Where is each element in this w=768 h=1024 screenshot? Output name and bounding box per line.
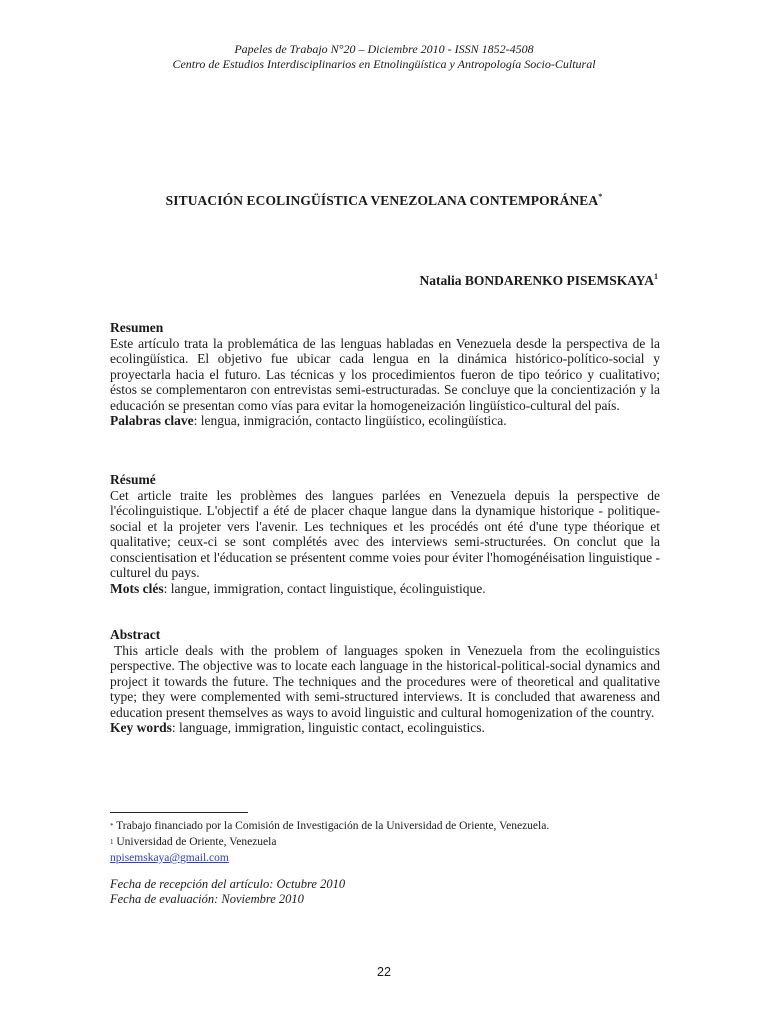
keywords-label: Mots clés — [110, 580, 164, 596]
page-number: 22 — [377, 965, 391, 979]
footnote-mark: * — [110, 822, 114, 830]
footnotes — [110, 818, 670, 866]
resumen-keywords — [110, 413, 660, 429]
author-email-link[interactable]: npisemskaya@gmail.com — [110, 852, 229, 864]
title-footnote-mark: * — [598, 192, 603, 201]
resumen-section — [110, 320, 660, 429]
keywords-label: Key words — [110, 720, 172, 735]
keywords-text: : lengua, inmigración, contacto lingüístico, ecolingüística. — [193, 413, 507, 428]
journal-line: Papeles de Trabajo N°20 – Diciembre 2010 - ISSN 1852-4508 — [234, 42, 534, 56]
footnote-affiliation — [110, 834, 670, 850]
author-line — [419, 273, 658, 289]
footnote-text: Universidad de Oriente, Venezuela — [116, 836, 277, 848]
footnote-text: Trabajo financiado por la Comisión de Investigación de la Universidad de Oriente, Venezuela. — [116, 820, 550, 832]
institution-line: Centro de Estudios Interdisciplinarios en Etnolingüística y Antropología Socio-Cultural — [172, 57, 596, 71]
resumen-body: Este artículo trata la problemática de las lenguas habladas en Venezuela desde la perspectiva de la ecolingüística. El objetivo fue ubicar cada lengua en la dinámica histórico-político-social y proyectarla hacia el futuro. Las técnicas y los procedimientos fueron de tipo teórico y cualitativo; éstos se complementaron con entrevistas semi-estructuradas. Se concluye que la concientización y la educación se presentan como vías para evitar la homogeneización lingüístico-cultural del país. — [110, 335, 660, 413]
received-date: Fecha de recepción del artículo: Octubre 2010 — [110, 877, 346, 891]
resume-section — [110, 472, 660, 596]
keywords-text: : langue, immigration, contact linguistique, écolinguistique. — [163, 580, 486, 596]
keywords-label: Palabras clave — [110, 413, 194, 428]
abstract-heading: Abstract — [110, 627, 161, 642]
title-text: SITUACIÓN ECOLINGÜÍSTICA VENEZOLANA CONTEMPORÁNEA — [165, 193, 599, 208]
abstract-section — [110, 627, 660, 736]
author-footnote-mark: 1 — [654, 272, 658, 281]
author-name: Natalia BONDARENKO PISEMSKAYA — [419, 273, 654, 288]
footnote-funding — [110, 818, 670, 834]
resumen-heading: Resumen — [110, 320, 164, 335]
evaluation-date: Fecha de evaluación: Noviembre 2010 — [110, 892, 304, 906]
footnote-separator — [110, 812, 248, 813]
footnote-mark: 1 — [110, 838, 114, 846]
resume-body: Cet article traite les problèmes des langues parlées en Venezuela depuis la perspective de l'écolinguistique. L'objectif a été de placer chaque langue dans la dynamique historique - politique-social et la projeter vers l'avenir. Les techniques et les procédés ont été d'une type théorique et qualitative; ceux-ci se sont complétés avec des interviews semi-structurées. On conclut que la conscientisation et l'éducation se présentent comme voies pour éviter l'homogénéisation linguistique - culturel du pays. — [110, 487, 660, 580]
keywords-text: : language, immigration, linguistic contact, ecolinguistics. — [171, 720, 485, 735]
resume-keywords — [110, 581, 660, 597]
resume-heading: Résumé — [110, 472, 156, 487]
abstract-body: This article deals with the problem of languages spoken in Venezuela from the ecolinguistics perspective. The objective was to locate each language in the historical-political-social dynamics and project it towards the future. The techniques and the procedures were of theoretical and qualitative type; they were complemented with semi-structured interviews. It is concluded that awareness and education present themselves as ways to avoid linguistic and cultural homogenization of the country. — [110, 642, 660, 720]
article-dates — [110, 877, 345, 907]
article-title — [110, 193, 658, 209]
abstract-keywords — [110, 720, 660, 736]
footnote-email-line — [110, 850, 670, 866]
running-header — [0, 42, 768, 72]
